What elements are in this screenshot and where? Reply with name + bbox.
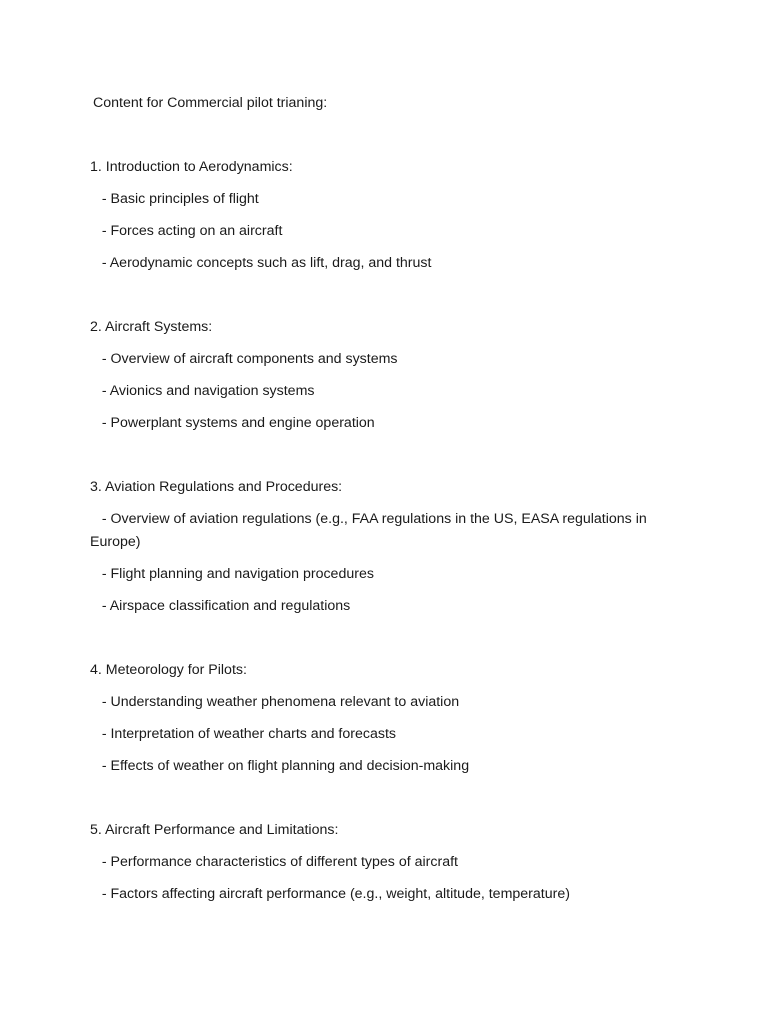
section-heading: 4. Meteorology for Pilots: (90, 662, 247, 678)
list-item: - Basic principles of flight (90, 191, 259, 207)
list-item: - Overview of aviation regulations (e.g., FAA regulations in the US, EASA regulations in Europe) (90, 511, 651, 550)
list-item: - Powerplant systems and engine operation (90, 415, 375, 431)
list-item: - Understanding weather phenomena relevant to aviation (90, 694, 460, 710)
document-body (90, 92, 660, 947)
list-item: - Performance characteristics of different types of aircraft (90, 854, 458, 870)
section-regulations (90, 476, 660, 618)
section-heading: 1. Introduction to Aerodynamics: (90, 159, 293, 175)
list-item: - Overview of aircraft components and systems (90, 351, 398, 367)
section-meteorology (90, 659, 660, 778)
section-performance (90, 819, 660, 906)
section-heading: 5. Aircraft Performance and Limitations: (90, 822, 339, 838)
list-item: - Flight planning and navigation procedures (90, 566, 374, 582)
list-item: - Avionics and navigation systems (90, 383, 315, 399)
section-heading: 2. Aircraft Systems: (90, 319, 213, 335)
list-item: - Interpretation of weather charts and forecasts (90, 726, 396, 742)
list-item: - Forces acting on an aircraft (90, 223, 283, 239)
list-item: - Aerodynamic concepts such as lift, drag, and thrust (90, 255, 432, 271)
list-item: - Factors affecting aircraft performance (e.g., weight, altitude, temperature) (90, 886, 570, 902)
section-aerodynamics (90, 156, 660, 275)
section-aircraft-systems (90, 316, 660, 435)
section-heading: 3. Aviation Regulations and Procedures: (90, 479, 343, 495)
list-item: - Effects of weather on flight planning and decision-making (90, 758, 470, 774)
list-item: - Airspace classification and regulations (90, 598, 351, 614)
document-title: Content for Commercial pilot trianing: (93, 95, 328, 111)
